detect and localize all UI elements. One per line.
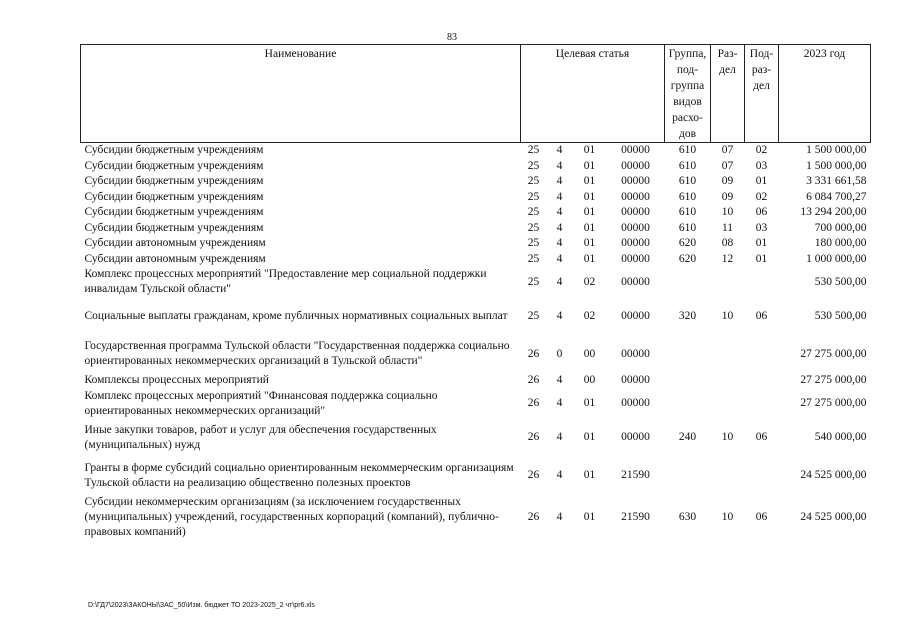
table-row xyxy=(81,373,871,389)
table-body xyxy=(81,143,871,541)
target-type: 0 xyxy=(556,347,563,360)
subsection xyxy=(745,335,779,373)
table-row xyxy=(81,335,871,373)
section: 10 xyxy=(721,309,734,322)
expense-group: 620 xyxy=(678,237,697,250)
expense-group xyxy=(665,267,711,297)
target-complex: 01 xyxy=(583,469,596,482)
expense-group xyxy=(665,389,711,419)
row-name: Субсидии бюджетным учреждениям xyxy=(84,144,264,157)
expense-group: 610 xyxy=(678,144,697,157)
target-program: 26 xyxy=(527,511,540,524)
target-complex: 02 xyxy=(583,309,596,322)
target-program: 25 xyxy=(527,175,540,188)
target-complex: 00 xyxy=(583,374,596,387)
header-name: Наименование xyxy=(81,45,521,143)
target-complex: 01 xyxy=(583,175,596,188)
target-complex: 00 xyxy=(583,347,596,360)
row-name: Государственная программа Тульской области "Государственная поддержка социально ориентированных некоммерческих организаций в Тульской области" xyxy=(84,340,510,367)
subsection xyxy=(745,389,779,419)
target-complex: 01 xyxy=(583,431,596,444)
target-direction: 21590 xyxy=(621,511,650,524)
target-program: 25 xyxy=(527,144,540,157)
table-row xyxy=(81,267,871,297)
expense-group: 240 xyxy=(678,431,697,444)
target-type: 4 xyxy=(556,206,563,219)
target-complex: 01 xyxy=(583,206,596,219)
target-direction: 00000 xyxy=(621,252,650,265)
expense-group xyxy=(665,335,711,373)
table-row xyxy=(81,205,871,221)
target-direction: 00000 xyxy=(621,237,650,250)
table-row xyxy=(81,159,871,175)
subsection: 02 xyxy=(755,144,768,157)
row-name: Субсидии бюджетным учреждениям xyxy=(84,206,264,219)
subsection: 06 xyxy=(755,206,768,219)
subsection xyxy=(745,373,779,389)
target-type: 4 xyxy=(556,144,563,157)
table-row xyxy=(81,457,871,495)
section: 10 xyxy=(721,511,734,524)
row-name: Комплексы процессных мероприятий xyxy=(84,374,269,387)
target-type: 4 xyxy=(556,374,563,387)
header-target-article: Целевая статья xyxy=(521,45,665,143)
row-name: Субсидии автономным учреждениям xyxy=(84,252,266,265)
table-row xyxy=(81,221,871,237)
row-name: Субсидии бюджетным учреждениям xyxy=(84,190,264,203)
target-direction: 00000 xyxy=(621,275,650,288)
target-type: 4 xyxy=(556,397,563,410)
table-row xyxy=(81,495,871,541)
target-direction: 21590 xyxy=(621,469,650,482)
amount-2023: 1 500 000,00 xyxy=(806,144,867,157)
section xyxy=(711,335,745,373)
row-name: Иные закупки товаров, работ и услуг для обеспечения государственных (муниципальных) нужд xyxy=(84,423,437,451)
target-complex: 01 xyxy=(583,221,596,234)
header-expense-group: Группа, под- группа видов расхо- дов xyxy=(665,45,711,143)
subsection: 06 xyxy=(755,309,768,322)
target-type: 4 xyxy=(556,159,563,172)
section xyxy=(711,457,745,495)
section: 11 xyxy=(721,221,734,234)
target-program: 26 xyxy=(527,397,540,410)
section: 08 xyxy=(721,237,734,250)
target-direction: 00000 xyxy=(621,175,650,188)
expense-group xyxy=(665,457,711,495)
subsection: 01 xyxy=(755,237,768,250)
amount-2023: 3 331 661,58 xyxy=(806,175,867,188)
amount-2023: 27 275 000,00 xyxy=(800,374,867,387)
target-complex: 01 xyxy=(583,252,596,265)
amount-2023: 6 084 700,27 xyxy=(806,190,867,203)
target-direction: 00000 xyxy=(621,221,650,234)
amount-2023: 530 500,00 xyxy=(814,275,867,288)
amount-2023: 700 000,00 xyxy=(814,221,867,234)
target-program: 25 xyxy=(527,237,540,250)
target-complex: 01 xyxy=(583,237,596,250)
expense-group: 610 xyxy=(678,221,697,234)
row-name: Комплекс процессных мероприятий "Предоставление мер социальной поддержки инвалидам Тульской области" xyxy=(84,268,487,295)
table-row xyxy=(81,252,871,268)
budget-table xyxy=(80,44,871,541)
target-program: 25 xyxy=(527,190,540,203)
target-program: 25 xyxy=(527,275,540,288)
amount-2023: 13 294 200,00 xyxy=(800,206,867,219)
subsection: 01 xyxy=(755,175,768,188)
target-complex: 01 xyxy=(583,397,596,410)
target-direction: 00000 xyxy=(621,374,650,387)
subsection xyxy=(745,267,779,297)
row-name: Гранты в форме субсидий социально ориентированным некоммерческим организациям Тульской области на реализацию общественно полезных проектов xyxy=(84,461,514,489)
target-type: 4 xyxy=(556,511,563,524)
expense-group: 620 xyxy=(678,252,697,265)
header-section: Раз- дел xyxy=(711,45,745,143)
target-direction: 00000 xyxy=(621,159,650,172)
target-direction: 00000 xyxy=(621,144,650,157)
subsection: 01 xyxy=(755,252,768,265)
amount-2023: 1 000 000,00 xyxy=(806,252,867,265)
expense-group: 610 xyxy=(678,190,697,203)
target-type: 4 xyxy=(556,469,563,482)
row-name: Субсидии автономным учреждениям xyxy=(84,237,266,250)
target-type: 4 xyxy=(556,431,563,444)
row-name: Субсидии бюджетным учреждениям xyxy=(84,159,264,172)
table-header xyxy=(81,45,871,143)
table-row xyxy=(81,236,871,252)
target-type: 4 xyxy=(556,275,563,288)
subsection: 06 xyxy=(755,511,768,524)
section: 10 xyxy=(721,206,734,219)
subsection: 03 xyxy=(755,221,768,234)
row-name: Комплекс процессных мероприятий "Финансовая поддержка социально ориентированных некоммерческих организаций" xyxy=(84,389,438,417)
row-name: Социальные выплаты гражданам, кроме публичных нормативных социальных выплат xyxy=(84,309,508,322)
subsection: 02 xyxy=(755,190,768,203)
row-name: Субсидии бюджетным учреждениям xyxy=(84,221,264,234)
target-type: 4 xyxy=(556,252,563,265)
target-program: 25 xyxy=(527,206,540,219)
target-program: 25 xyxy=(527,159,540,172)
file-path-footer: D:\ГД7\2023\ЗАКОНЫ\ЗАС_50\Изм. бюджет ТО 2023-2025_2 чт\pr6.xls xyxy=(88,602,315,609)
target-direction: 00000 xyxy=(621,190,650,203)
target-complex: 01 xyxy=(583,144,596,157)
target-type: 4 xyxy=(556,237,563,250)
subsection xyxy=(745,457,779,495)
section xyxy=(711,267,745,297)
target-type: 4 xyxy=(556,190,563,203)
subsection: 03 xyxy=(755,159,768,172)
header-subsection: Под- раз- дел xyxy=(745,45,779,143)
amount-2023: 530 500,00 xyxy=(814,309,867,322)
target-direction: 00000 xyxy=(621,347,650,360)
header-year: 2023 год xyxy=(779,45,871,143)
expense-group: 610 xyxy=(678,206,697,219)
section xyxy=(711,373,745,389)
target-complex: 01 xyxy=(583,511,596,524)
amount-2023: 24 525 000,00 xyxy=(800,511,867,524)
amount-2023: 180 000,00 xyxy=(814,237,867,250)
target-direction: 00000 xyxy=(621,397,650,410)
table-row xyxy=(81,389,871,419)
target-program: 25 xyxy=(527,252,540,265)
section: 10 xyxy=(721,431,734,444)
target-type: 4 xyxy=(556,175,563,188)
table-row xyxy=(81,297,871,335)
row-name: Субсидии некоммерческим организациям (за исключением государственных (муниципальных) учреждений, государственных корпораций (компаний), публично-правовых компаний) xyxy=(84,496,499,538)
table-row xyxy=(81,419,871,457)
target-program: 26 xyxy=(527,374,540,387)
target-direction: 00000 xyxy=(621,431,650,444)
target-complex: 01 xyxy=(583,159,596,172)
target-direction: 00000 xyxy=(621,309,650,322)
target-program: 25 xyxy=(527,221,540,234)
expense-group: 610 xyxy=(678,175,697,188)
target-program: 26 xyxy=(527,431,540,444)
table-row xyxy=(81,143,871,159)
table-row xyxy=(81,190,871,206)
section: 09 xyxy=(721,190,734,203)
amount-2023: 27 275 000,00 xyxy=(800,347,867,360)
section: 07 xyxy=(721,144,734,157)
section: 12 xyxy=(721,252,734,265)
target-program: 25 xyxy=(527,309,540,322)
section: 07 xyxy=(721,159,734,172)
table-row xyxy=(81,174,871,190)
target-program: 26 xyxy=(527,347,540,360)
section xyxy=(711,389,745,419)
amount-2023: 540 000,00 xyxy=(814,431,867,444)
target-complex: 02 xyxy=(583,275,596,288)
expense-group: 320 xyxy=(678,309,697,322)
amount-2023: 27 275 000,00 xyxy=(800,397,867,410)
target-complex: 01 xyxy=(583,190,596,203)
target-type: 4 xyxy=(556,309,563,322)
amount-2023: 24 525 000,00 xyxy=(800,469,867,482)
subsection: 06 xyxy=(755,431,768,444)
target-direction: 00000 xyxy=(621,206,650,219)
row-name: Субсидии бюджетным учреждениям xyxy=(84,175,264,188)
target-type: 4 xyxy=(556,221,563,234)
amount-2023: 1 500 000,00 xyxy=(806,159,867,172)
expense-group xyxy=(665,373,711,389)
section: 09 xyxy=(721,175,734,188)
page-number: 83 xyxy=(447,32,457,43)
target-program: 26 xyxy=(527,469,540,482)
expense-group: 610 xyxy=(678,159,697,172)
expense-group: 630 xyxy=(678,511,697,524)
